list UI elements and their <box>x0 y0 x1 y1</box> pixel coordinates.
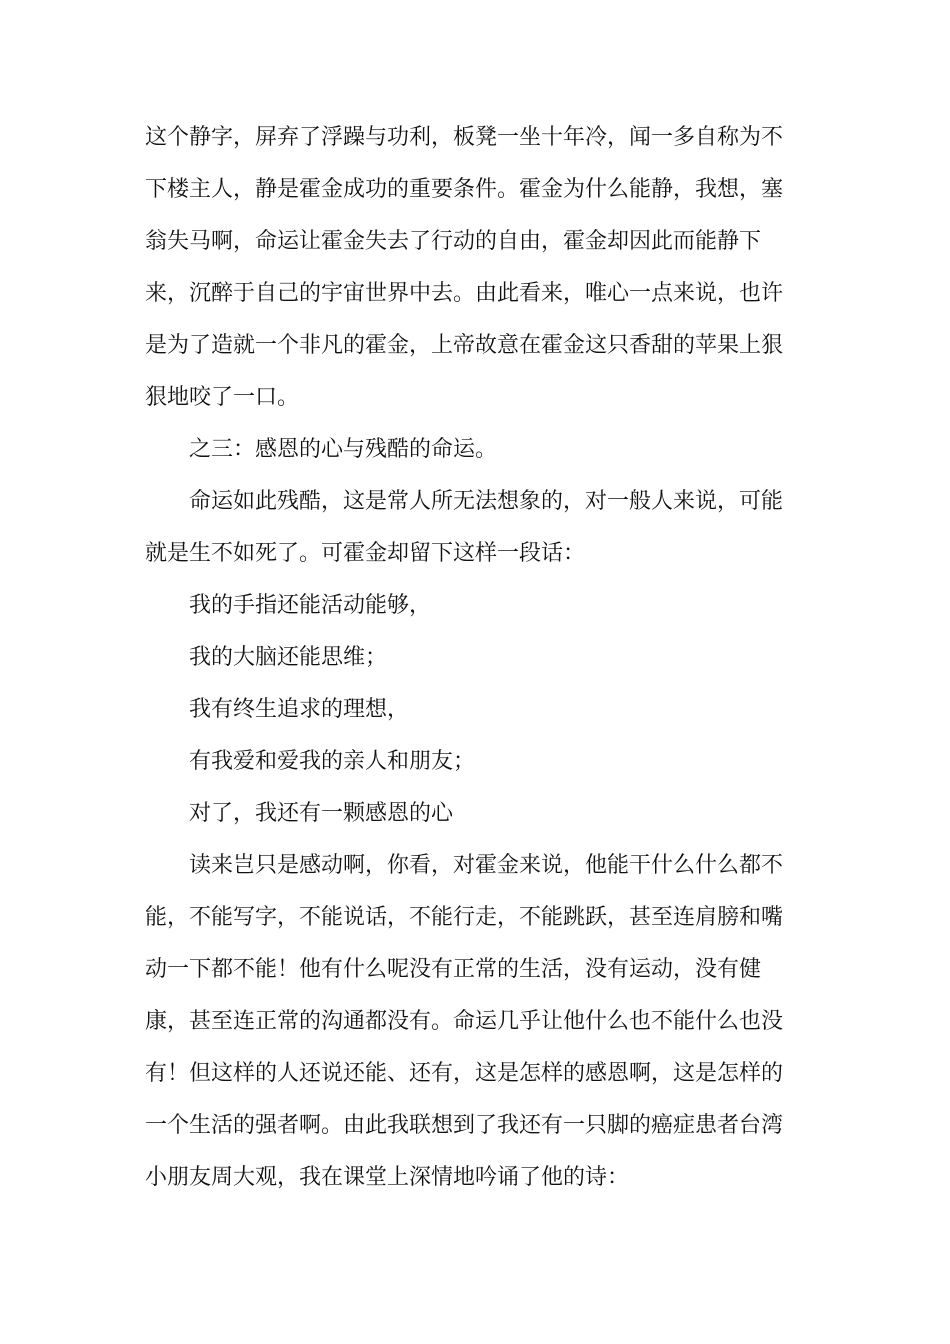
poem-line: 对了，我还有一颗感恩的心 <box>189 801 454 826</box>
text-line: 一个生活的强者啊。由此我联想到了我还有一只脚的癌症患者台湾 <box>145 1113 784 1138</box>
text-line: 动一下都不能！他有什么呢没有正常的生活，没有运动，没有健 <box>145 957 762 982</box>
poem-line: 我有终生追求的理想， <box>189 697 410 722</box>
text-line: 命运如此残酷，这是常人所无法想象的，对一般人来说，可能 <box>189 489 784 514</box>
text-line: 狠地咬了一口。 <box>145 385 300 410</box>
text-line: 能，不能写字，不能说话，不能行走，不能跳跃，甚至连肩膀和嘴 <box>145 905 784 930</box>
text-line: 读来岂只是感动啊，你看，对霍金来说，他能干什么什么都不 <box>189 853 784 878</box>
text-line: 是为了造就一个非凡的霍金，上帝故意在霍金这只香甜的苹果上狠 <box>145 333 784 358</box>
text-line: 来，沉醉于自己的宇宙世界中去。由此看来，唯心一点来说，也许 <box>145 281 784 306</box>
body-text <box>145 112 805 1204</box>
poem-line: 我的大脑还能思维； <box>189 645 388 670</box>
text-line: 这个静字，屏弃了浮躁与功利，板凳一坐十年冷，闻一多自称为不 <box>145 125 784 150</box>
text-line: 就是生不如死了。可霍金却留下这样一段话： <box>145 541 586 566</box>
poem-line: 我的手指还能活动能够， <box>189 593 432 618</box>
poem-line: 有我爱和爱我的亲人和朋友； <box>189 749 476 774</box>
text-line: 康，甚至连正常的沟通都没有。命运几乎让他什么也不能什么也没 <box>145 1009 784 1034</box>
section-heading: 之三：感恩的心与残酷的命运。 <box>189 437 498 462</box>
text-line: 下楼主人，静是霍金成功的重要条件。霍金为什么能静，我想，塞 <box>145 177 784 202</box>
text-line: 有！但这样的人还说还能、还有，这是怎样的感恩啊，这是怎样的 <box>145 1061 784 1086</box>
text-line: 小朋友周大观，我在课堂上深情地吟诵了他的诗： <box>145 1165 630 1190</box>
text-line: 翁失马啊，命运让霍金失去了行动的自由，霍金却因此而能静下 <box>145 229 762 254</box>
